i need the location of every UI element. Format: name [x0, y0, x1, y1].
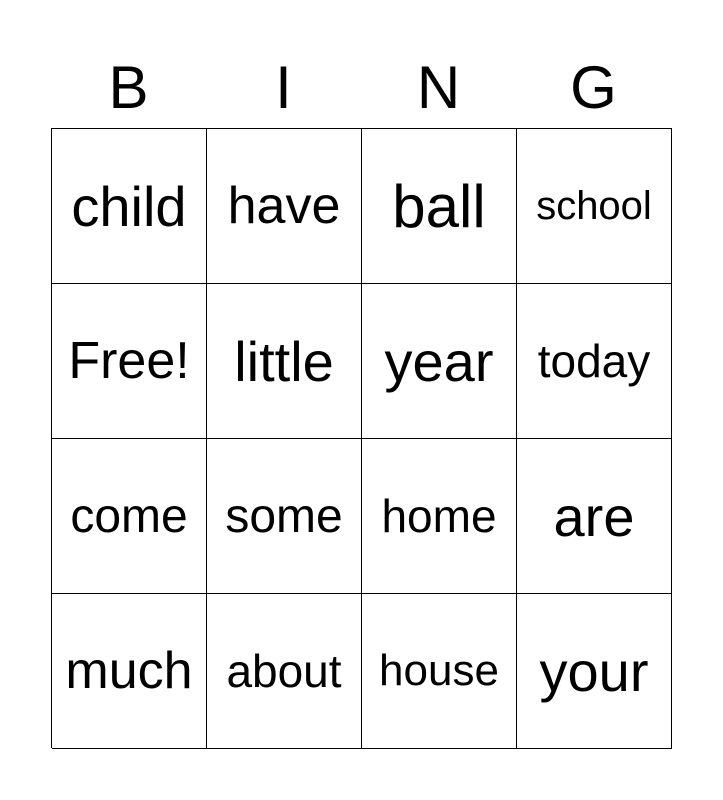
bingo-cell: have	[207, 129, 362, 284]
bingo-cell: come	[52, 439, 207, 594]
bingo-header	[51, 52, 671, 124]
header-letter-i: I	[275, 54, 292, 121]
header-letter-g: G	[570, 54, 617, 121]
bingo-cell: school	[517, 129, 672, 284]
header-letter-b: B	[108, 54, 149, 121]
bingo-cell: much	[52, 594, 207, 749]
bingo-cell: little	[207, 284, 362, 439]
bingo-cell: your	[517, 594, 672, 749]
header-letter-n: N	[416, 54, 461, 121]
bingo-cell: ball	[362, 129, 517, 284]
bingo-cell: are	[517, 439, 672, 594]
bingo-cell: house	[362, 594, 517, 749]
bingo-card-grid	[51, 128, 672, 748]
bingo-cell: about	[207, 594, 362, 749]
bingo-cell: home	[362, 439, 517, 594]
bingo-cell: some	[207, 439, 362, 594]
bingo-cell: year	[362, 284, 517, 439]
bingo-cell-free: Free!	[52, 284, 207, 439]
bingo-cell: child	[52, 129, 207, 284]
bingo-cell: today	[517, 284, 672, 439]
